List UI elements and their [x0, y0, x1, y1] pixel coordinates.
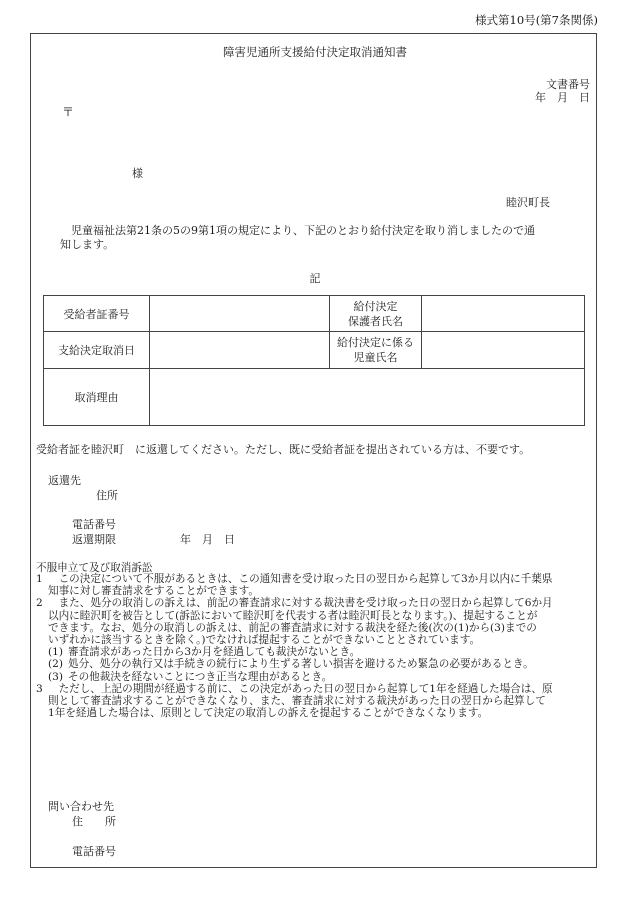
intro-text: 児童福祉法第21条の5の9第1項の規定により、下記のとおり給付決定を取り消しましたので通 知します。: [60, 224, 535, 251]
return-phone-label: 電話番号: [72, 518, 116, 531]
inquiry-address-label: 住 所: [72, 815, 116, 828]
return-deadline-label: 返還期限: [72, 533, 116, 546]
appeal-item: 2 また、処分の取消しの訴えは、前記の審査請求に対する裁決書を受け取った日の翌日から起算して6か月 以内に睦沢町を被告として(訴訟において睦沢町を代表する者は睦沢町長となります。)、提起することが できます。なお、処分の取消しの訴えは、前記の審査請求に対する裁決を経た後(次の(1)から(3)までの いずれかに該当するときを除く。)でなければ提起することができないこととされています。: [36, 597, 553, 647]
postal-mark: 〒: [62, 105, 75, 119]
benefit-info-table: [43, 295, 585, 426]
appeal-heading: 不服申立て及び取消訴訟: [36, 562, 153, 574]
cancel-date-label: 支給決定取消日: [44, 332, 150, 369]
recipient-honorific: 様: [132, 167, 143, 180]
form-label: 様式第10号(第7条関係): [475, 13, 598, 27]
date-label: 年 月 日: [535, 91, 590, 104]
appeal-notes: [36, 573, 598, 719]
return-address-label: 住所: [96, 489, 118, 502]
appeal-subitem: (1) 審査請求があった日から3か月を経過しても裁決がないとき。: [48, 646, 361, 659]
recipient-cert-number-boxes: [150, 296, 330, 332]
cancel-date-value: [150, 332, 330, 369]
return-notice: 受給者証を睦沢町 に返還してください。ただし、既に受給者証を提出されている方は、不要です。: [36, 443, 531, 456]
guardian-name-label: 給付決定 保護者氏名: [330, 296, 422, 332]
cancel-reason-label: 取消理由: [44, 369, 150, 426]
ki-label: 記: [309, 272, 321, 285]
document-title: 障害児通所支援給付決定取消通知書: [223, 45, 407, 59]
guardian-name-value: [422, 296, 585, 332]
appeal-item: 1 この決定について不服があるときは、この通知書を受け取った日の翌日から起算して3か月以内に千葉県 知事に対し審査請求をすることができます。: [36, 573, 553, 598]
appeal-subitem: (2) 処分、処分の執行又は手続きの続行により生ずる著しい損害を避けるため緊急の必要があるとき。: [48, 658, 534, 671]
return-to-label: 返還先: [48, 474, 81, 487]
inquiry-label: 問い合わせ先: [48, 800, 114, 813]
appeal-item: 3 ただし、上記の期間が経過する前に、この決定があった日の翌日から起算して1年を経過した場合は、原 則として審査請求することができなくなり、また、審査請求に対する裁決があった日の翌日から起算して 1年を経過した場合は、原則として決定の取消しの訴えを提起することができなくなります。: [36, 682, 553, 720]
issuer-name: 睦沢町長: [506, 196, 550, 209]
appeal-subitem: (3) その他裁決を経ないことにつき正当な理由があるとき。: [48, 670, 333, 683]
return-deadline-date: 年 月 日: [180, 533, 235, 546]
child-name-label: 給付決定に係る 児童氏名: [330, 332, 422, 369]
doc-number-label: 文書番号: [546, 78, 590, 91]
child-name-value: [422, 332, 585, 369]
recipient-cert-number-label: 受給者証番号: [44, 296, 150, 332]
cancel-reason-value: [150, 369, 585, 426]
inquiry-phone-label: 電話番号: [72, 845, 116, 858]
